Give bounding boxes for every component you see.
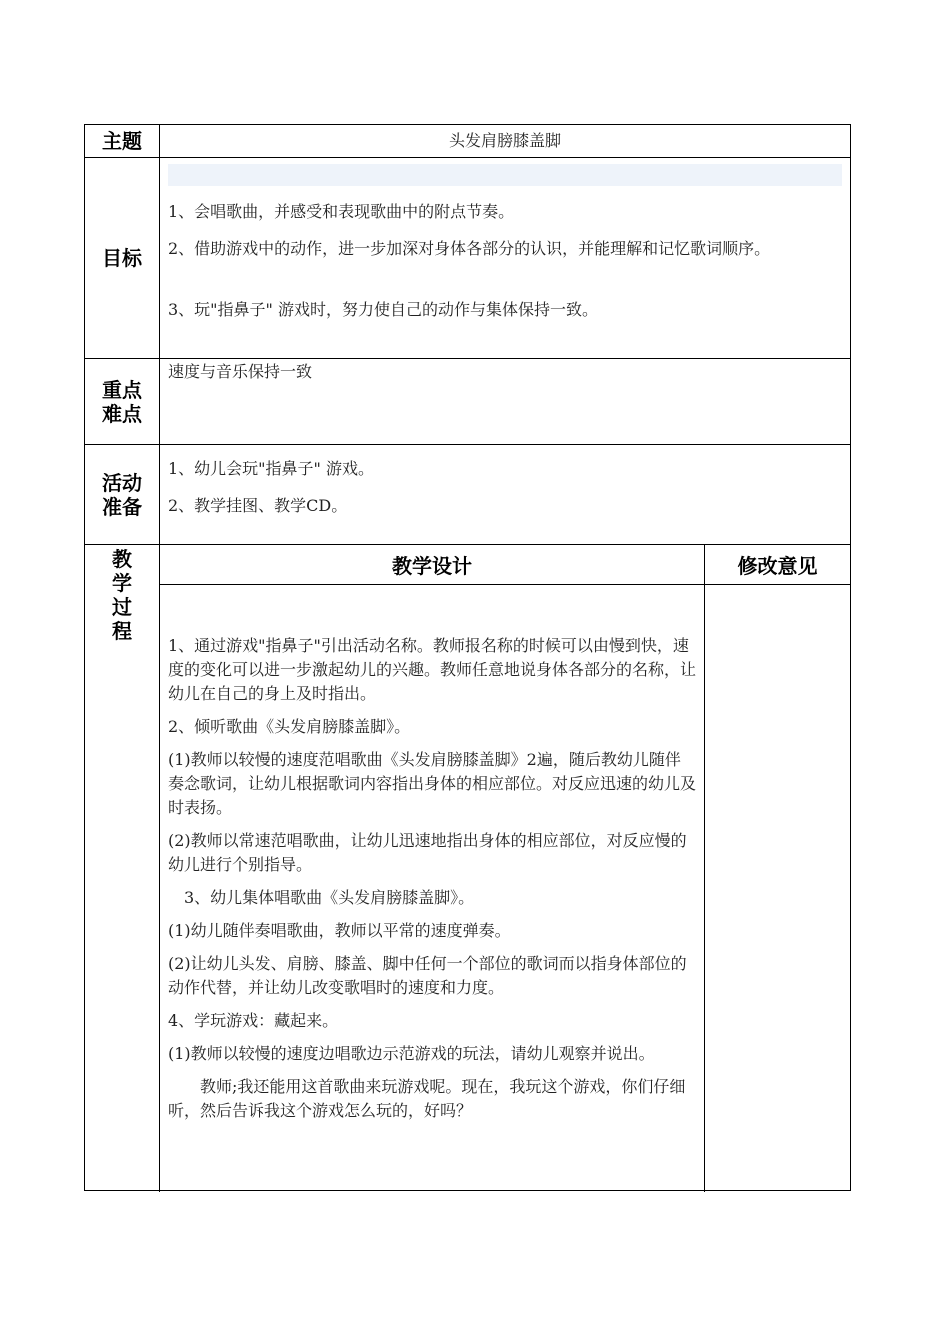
- design-paragraph: (2)教师以常速范唱歌曲，让幼儿迅速地指出身体的相应部位，对反应慢的幼儿进行个别指导。: [168, 831, 687, 874]
- design-paragraph: 4、学玩游戏：藏起来。: [168, 1011, 339, 1030]
- goals-row: [85, 158, 850, 359]
- design-paragraph: 3、幼儿集体唱歌曲《头发肩膀膝盖脚》。: [168, 888, 475, 907]
- design-paragraph: (1)幼儿随伴奏唱歌曲，教师以平常的速度弹奏。: [168, 921, 511, 940]
- goal-item: 3、玩"指鼻子" 游戏时，努力使自己的动作与集体保持一致。: [168, 300, 598, 319]
- design-paragraph: 2、倾听歌曲《头发肩膀膝盖脚》。: [168, 717, 411, 736]
- preparation-label: [85, 445, 160, 544]
- key-points-content: [160, 359, 850, 444]
- process-header: [160, 545, 850, 585]
- key-points-label-text: 重点难点: [102, 377, 142, 426]
- goal-item: 1、会唱歌曲，并感受和表现歌曲中的附点节奏。: [168, 202, 515, 221]
- theme-row: [85, 125, 850, 158]
- preparation-item: 2、教学挂图、教学CD。: [168, 496, 348, 515]
- preparation-label-text: 活动准备: [102, 470, 142, 519]
- preparation-row: [85, 445, 850, 545]
- process-row: [85, 545, 850, 1192]
- revision-header: 修改意见: [737, 554, 818, 578]
- theme-value: 头发肩膀膝盖脚: [448, 131, 561, 150]
- design-header: 教学设计: [160, 545, 705, 584]
- key-points-label: [85, 359, 160, 444]
- design-paragraph: 教师;我还能用这首歌曲来玩游戏呢。现在，我玩这个游戏，你们仔细听，然后告诉我这个游戏怎么玩的，好吗？: [168, 1077, 686, 1120]
- key-points-row: [85, 359, 850, 445]
- design-paragraph: (2)让幼儿头发、肩膀、膝盖、脚中任何一个部位的歌词而以指身体部位的动作代替，并让幼儿改变歌唱时的速度和力度。: [168, 954, 687, 997]
- theme-label: 主题: [85, 125, 160, 157]
- highlight-bar: [168, 164, 842, 186]
- goal-item: 2、借助游戏中的动作，进一步加深对身体各部分的认识，并能理解和记忆歌词顺序。: [168, 239, 771, 258]
- design-paragraph: 1、通过游戏"指鼻子"引出活动名称。教师报名称的时候可以由慢到快，速度的变化可以进一步激起幼儿的兴趣。教师任意地说身体各部分的名称，让幼儿在自己的身上及时指出。: [168, 636, 697, 703]
- design-paragraph: (1)教师以较慢的速度边唱歌边示范游戏的玩法，请幼儿观察并说出。: [168, 1044, 655, 1063]
- design-content: [160, 585, 705, 1192]
- revision-content: [705, 585, 850, 1192]
- preparation-item: 1、幼儿会玩"指鼻子" 游戏。: [168, 459, 374, 478]
- goals-content: [160, 158, 850, 358]
- lesson-plan-table: [84, 124, 851, 1191]
- goals-label: 目标: [85, 158, 160, 358]
- design-paragraph: (1)教师以较慢的速度范唱歌曲《头发肩膀膝盖脚》2遍，随后教幼儿随伴奏念歌词，让幼儿根据歌词内容指出身体的相应部位。对反应迅速的幼儿及时表扬。: [168, 750, 697, 817]
- key-points-value: 速度与音乐保持一致: [168, 362, 313, 381]
- preparation-content: [160, 445, 850, 544]
- process-label: [85, 545, 160, 1192]
- process-label-text: 教学过程: [112, 547, 132, 643]
